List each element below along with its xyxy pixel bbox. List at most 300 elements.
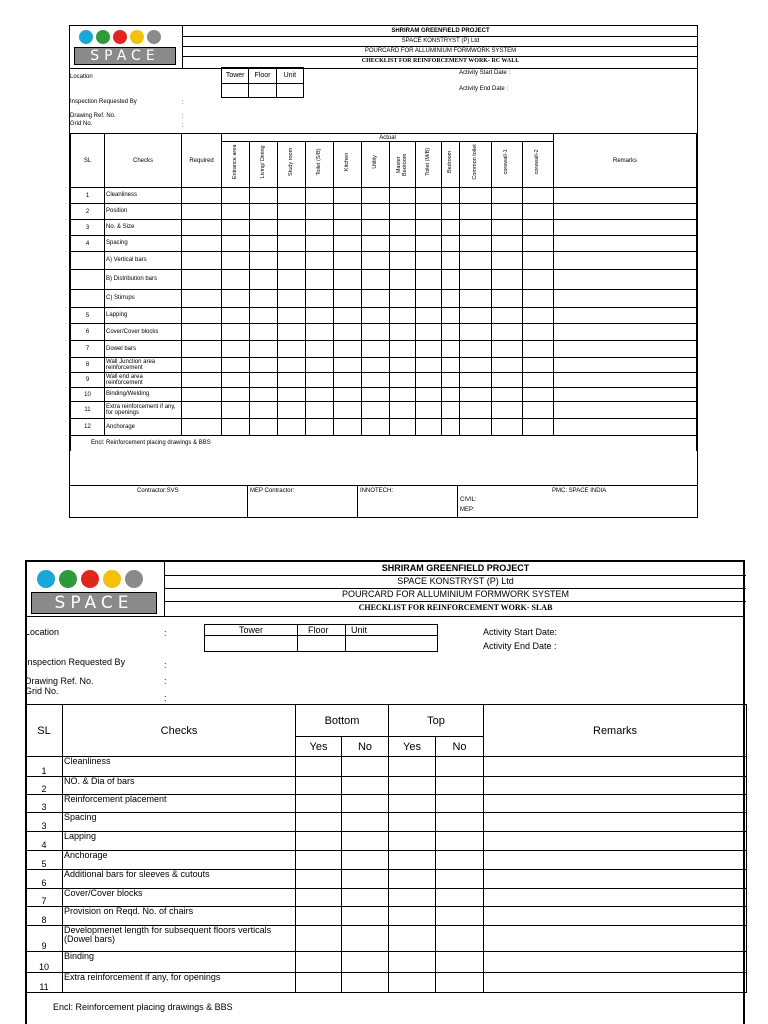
actual-cell[interactable] [390, 373, 416, 388]
actual-cell[interactable] [250, 419, 278, 436]
top-yes-cell[interactable] [389, 907, 436, 926]
actual-cell[interactable] [334, 308, 362, 324]
row-sl: 10 [71, 388, 105, 402]
floor-input[interactable] [298, 636, 346, 652]
actual-cell[interactable] [442, 204, 460, 220]
required-cell[interactable] [182, 341, 222, 358]
actual-cell[interactable] [442, 236, 460, 252]
actual-cell[interactable] [278, 358, 306, 373]
remarks-cell[interactable] [554, 419, 697, 436]
actual-cell[interactable] [416, 252, 442, 270]
actual-cell[interactable] [416, 402, 442, 419]
top-yes-cell[interactable] [389, 952, 436, 973]
remarks-cell[interactable] [554, 236, 697, 252]
top-yes-cell[interactable] [389, 870, 436, 889]
actual-cell[interactable] [460, 324, 492, 341]
required-cell[interactable] [182, 388, 222, 402]
actual-cell[interactable] [306, 252, 334, 270]
table-row [26, 832, 747, 851]
actual-cell[interactable] [362, 373, 390, 388]
actual-cell[interactable] [460, 402, 492, 419]
remarks-cell[interactable] [484, 889, 747, 907]
actual-cell[interactable] [390, 388, 416, 402]
actual-cell[interactable] [442, 270, 460, 290]
actual-cell[interactable] [250, 341, 278, 358]
remarks-cell[interactable] [484, 795, 747, 813]
required-cell[interactable] [182, 252, 222, 270]
actual-cell[interactable] [523, 220, 554, 236]
actual-cell[interactable] [222, 290, 250, 308]
actual-cell[interactable] [442, 252, 460, 270]
bottom-yes-cell[interactable] [296, 907, 342, 926]
actual-cell[interactable] [278, 236, 306, 252]
bottom-no-cell[interactable] [342, 889, 389, 907]
remarks-cell[interactable] [484, 907, 747, 926]
bottom-yes-cell[interactable] [296, 813, 342, 832]
tower-header: Tower [205, 625, 298, 636]
actual-cell[interactable] [306, 188, 334, 204]
actual-cell[interactable] [334, 236, 362, 252]
actual-cell[interactable] [306, 220, 334, 236]
remarks-cell[interactable] [554, 252, 697, 270]
actual-cell[interactable] [390, 341, 416, 358]
remarks-cell[interactable] [554, 308, 697, 324]
remarks-cell[interactable] [554, 341, 697, 358]
actual-cell[interactable] [523, 188, 554, 204]
actual-cell[interactable] [250, 252, 278, 270]
actual-cell[interactable] [334, 341, 362, 358]
top-no-cell[interactable] [436, 870, 484, 889]
table-row [71, 358, 697, 373]
actual-cell[interactable] [492, 308, 523, 324]
actual-cell[interactable] [334, 290, 362, 308]
floor-header: Floor [298, 625, 346, 636]
remarks-cell[interactable] [554, 373, 697, 388]
actual-cell[interactable] [278, 324, 306, 341]
top-yes-cell[interactable] [389, 889, 436, 907]
actual-cell[interactable] [362, 388, 390, 402]
bottom-no-cell[interactable] [342, 926, 389, 952]
bottom-yes-cell[interactable] [296, 973, 342, 993]
actual-cell[interactable] [442, 388, 460, 402]
table-row [71, 373, 697, 388]
actual-cell[interactable] [306, 341, 334, 358]
actual-cell[interactable] [278, 308, 306, 324]
remarks-cell[interactable] [554, 188, 697, 204]
bottom-no-cell[interactable] [342, 870, 389, 889]
bottom-yes-cell[interactable] [296, 926, 342, 952]
required-cell[interactable] [182, 402, 222, 419]
top-yes-cell[interactable] [389, 757, 436, 777]
actual-cell[interactable] [362, 204, 390, 220]
bottom-yes-cell[interactable] [296, 870, 342, 889]
actual-cell[interactable] [523, 204, 554, 220]
required-cell[interactable] [182, 220, 222, 236]
actual-cell[interactable] [362, 402, 390, 419]
actual-col-label: Entrance area [231, 144, 238, 179]
actual-cell[interactable] [523, 388, 554, 402]
actual-cell[interactable] [492, 220, 523, 236]
remarks-cell[interactable] [554, 220, 697, 236]
actual-cell[interactable] [334, 324, 362, 341]
actual-cell[interactable] [362, 252, 390, 270]
actual-cell[interactable] [390, 270, 416, 290]
actual-cell[interactable] [523, 373, 554, 388]
actual-cell[interactable] [362, 220, 390, 236]
actual-cell[interactable] [492, 270, 523, 290]
bottom-yes-cell[interactable] [296, 795, 342, 813]
actual-cell[interactable] [250, 188, 278, 204]
actual-cell[interactable] [362, 270, 390, 290]
actual-cell[interactable] [250, 204, 278, 220]
actual-cell[interactable] [523, 402, 554, 419]
table-row [71, 308, 697, 324]
actual-cell[interactable] [460, 220, 492, 236]
actual-cell[interactable] [416, 388, 442, 402]
actual-cell[interactable] [278, 252, 306, 270]
required-cell[interactable] [182, 419, 222, 436]
bottom-yes-cell[interactable] [296, 952, 342, 973]
actual-cell[interactable] [492, 236, 523, 252]
actual-cell[interactable] [362, 188, 390, 204]
checklist-title: CHECKLIST FOR REINFORCEMENT WORK- SLAB [358, 603, 553, 612]
required-cell[interactable] [182, 236, 222, 252]
required-cell[interactable] [182, 308, 222, 324]
top-yes-cell[interactable] [389, 795, 436, 813]
actual-cell[interactable] [222, 324, 250, 341]
top-no-cell[interactable] [436, 907, 484, 926]
actual-cell[interactable] [306, 402, 334, 419]
actual-cell[interactable] [492, 388, 523, 402]
floor-input[interactable] [249, 84, 276, 98]
actual-cell[interactable] [222, 358, 250, 373]
actual-cell[interactable] [362, 358, 390, 373]
actual-cell[interactable] [492, 324, 523, 341]
actual-cell[interactable] [334, 373, 362, 388]
inspection-colon: : [182, 100, 184, 106]
actual-cell[interactable] [460, 290, 492, 308]
row-check: Developmenet length for subsequent floors verticals (Dowel bars) [63, 926, 296, 952]
actual-cell[interactable] [334, 402, 362, 419]
tower-input[interactable] [205, 636, 298, 652]
top-yes-cell[interactable] [389, 777, 436, 795]
form-header [164, 562, 746, 616]
actual-cell[interactable] [390, 358, 416, 373]
actual-cell[interactable] [460, 388, 492, 402]
actual-cell[interactable] [278, 204, 306, 220]
actual-cell[interactable] [416, 324, 442, 341]
actual-cell[interactable] [278, 188, 306, 204]
row-sl: 4 [71, 236, 105, 252]
actual-cell[interactable] [460, 270, 492, 290]
actual-cell[interactable] [334, 270, 362, 290]
bottom-no-cell[interactable] [342, 832, 389, 851]
actual-cell[interactable] [390, 402, 416, 419]
bottom-no-cell[interactable] [342, 973, 389, 993]
top-no-cell[interactable] [436, 851, 484, 870]
actual-cell[interactable] [492, 252, 523, 270]
actual-cell[interactable] [390, 236, 416, 252]
table-row [71, 188, 697, 204]
bottom-no-cell[interactable] [342, 795, 389, 813]
actual-cell[interactable] [222, 419, 250, 436]
bottom-yes-cell[interactable] [296, 757, 342, 777]
remarks-cell[interactable] [484, 757, 747, 777]
remarks-cell[interactable] [554, 270, 697, 290]
actual-cell[interactable] [278, 290, 306, 308]
actual-cell[interactable] [390, 419, 416, 436]
actual-cell[interactable] [442, 402, 460, 419]
top-no-cell[interactable] [436, 777, 484, 795]
top-yes-cell[interactable] [389, 973, 436, 993]
actual-cell[interactable] [492, 341, 523, 358]
actual-cell[interactable] [250, 290, 278, 308]
actual-cell[interactable] [306, 290, 334, 308]
actual-cell[interactable] [278, 419, 306, 436]
actual-cell[interactable] [416, 358, 442, 373]
actual-cell[interactable] [442, 188, 460, 204]
actual-cell[interactable] [442, 358, 460, 373]
row-check: Lapping [63, 832, 296, 851]
actual-cell[interactable] [390, 308, 416, 324]
required-cell[interactable] [182, 358, 222, 373]
remarks-cell[interactable] [554, 388, 697, 402]
actual-cell[interactable] [416, 419, 442, 436]
actual-cell[interactable] [362, 324, 390, 341]
top-no-cell[interactable] [436, 926, 484, 952]
actual-cell[interactable] [492, 373, 523, 388]
actual-cell[interactable] [334, 252, 362, 270]
actual-cell[interactable] [334, 358, 362, 373]
actual-cell[interactable] [390, 290, 416, 308]
actual-cell[interactable] [442, 324, 460, 341]
actual-cell[interactable] [306, 308, 334, 324]
actual-cell[interactable] [460, 204, 492, 220]
required-cell[interactable] [182, 270, 222, 290]
actual-cell[interactable] [523, 358, 554, 373]
actual-cell[interactable] [416, 341, 442, 358]
bottom-yes-cell[interactable] [296, 889, 342, 907]
actual-cell[interactable] [442, 290, 460, 308]
top-yes-cell[interactable] [389, 926, 436, 952]
actual-cell[interactable] [278, 373, 306, 388]
actual-cell[interactable] [250, 388, 278, 402]
unit-input[interactable] [276, 84, 303, 98]
bottom-no-cell[interactable] [342, 851, 389, 870]
top-yes-cell[interactable] [389, 851, 436, 870]
grid-label: Grid No. [70, 121, 93, 127]
actual-cell[interactable] [442, 373, 460, 388]
actual-cell[interactable] [222, 402, 250, 419]
actual-cell[interactable] [306, 373, 334, 388]
actual-cell[interactable] [250, 373, 278, 388]
actual-cell[interactable] [523, 341, 554, 358]
actual-col-header [334, 142, 362, 188]
actual-cell[interactable] [523, 252, 554, 270]
actual-cell[interactable] [442, 220, 460, 236]
actual-cell[interactable] [334, 220, 362, 236]
remarks-cell[interactable] [554, 204, 697, 220]
actual-cell[interactable] [362, 236, 390, 252]
remarks-cell[interactable] [484, 851, 747, 870]
actual-cell[interactable] [416, 308, 442, 324]
actual-cell[interactable] [250, 402, 278, 419]
actual-cell[interactable] [390, 204, 416, 220]
remarks-cell[interactable] [484, 777, 747, 795]
required-cell[interactable] [182, 290, 222, 308]
actual-cell[interactable] [492, 290, 523, 308]
required-cell[interactable] [182, 373, 222, 388]
actual-cell[interactable] [306, 236, 334, 252]
actual-cell[interactable] [222, 373, 250, 388]
top-no-cell[interactable] [436, 889, 484, 907]
actual-cell[interactable] [460, 341, 492, 358]
actual-cell[interactable] [222, 308, 250, 324]
actual-cell[interactable] [250, 236, 278, 252]
bottom-no-cell[interactable] [342, 777, 389, 795]
actual-cell[interactable] [222, 270, 250, 290]
actual-cell[interactable] [334, 388, 362, 402]
top-no-cell[interactable] [436, 952, 484, 973]
actual-cell[interactable] [460, 236, 492, 252]
actual-cell[interactable] [460, 252, 492, 270]
bottom-yes-cell[interactable] [296, 777, 342, 795]
actual-cell[interactable] [460, 373, 492, 388]
actual-cell[interactable] [416, 373, 442, 388]
remarks-cell[interactable] [484, 952, 747, 973]
table-row [26, 870, 747, 889]
actual-cell[interactable] [460, 358, 492, 373]
actual-cell[interactable] [460, 188, 492, 204]
bottom-no-cell[interactable] [342, 813, 389, 832]
actual-cell[interactable] [334, 204, 362, 220]
required-cell[interactable] [182, 204, 222, 220]
actual-cell[interactable] [523, 270, 554, 290]
actual-cell[interactable] [492, 188, 523, 204]
top-no-cell[interactable] [436, 757, 484, 777]
actual-cell[interactable] [278, 220, 306, 236]
actual-cell[interactable] [523, 308, 554, 324]
bottom-yes-cell[interactable] [296, 851, 342, 870]
actual-cell[interactable] [278, 402, 306, 419]
actual-cell[interactable] [334, 188, 362, 204]
actual-cell[interactable] [492, 204, 523, 220]
remarks-cell[interactable] [484, 926, 747, 952]
actual-cell[interactable] [492, 402, 523, 419]
actual-cell[interactable] [250, 270, 278, 290]
logo-dot-yellow [130, 30, 144, 44]
unit-input[interactable] [346, 636, 438, 652]
actual-cell[interactable] [416, 270, 442, 290]
actual-cell[interactable] [362, 290, 390, 308]
actual-cell[interactable] [492, 358, 523, 373]
table-row [71, 388, 697, 402]
bottom-no-cell[interactable] [342, 952, 389, 973]
actual-cell[interactable] [362, 419, 390, 436]
actual-cell[interactable] [250, 308, 278, 324]
actual-cell[interactable] [523, 290, 554, 308]
bottom-yes-cell[interactable] [296, 832, 342, 851]
actual-cell[interactable] [390, 220, 416, 236]
remarks-cell[interactable] [484, 973, 747, 993]
remarks-cell[interactable] [554, 358, 697, 373]
logo-dot-grey [125, 570, 143, 588]
actual-cell[interactable] [222, 204, 250, 220]
top-no-cell[interactable] [436, 795, 484, 813]
remarks-cell[interactable] [554, 290, 697, 308]
tower-input[interactable] [222, 84, 249, 98]
actual-cell[interactable] [222, 252, 250, 270]
actual-cell[interactable] [306, 358, 334, 373]
top-no-cell[interactable] [436, 973, 484, 993]
actual-cell[interactable] [390, 188, 416, 204]
actual-cell[interactable] [222, 388, 250, 402]
actual-cell[interactable] [362, 341, 390, 358]
actual-cell[interactable] [278, 388, 306, 402]
required-cell[interactable] [182, 324, 222, 341]
top-yes-cell[interactable] [389, 813, 436, 832]
actual-cell[interactable] [306, 419, 334, 436]
top-yes-cell[interactable] [389, 832, 436, 851]
actual-cell[interactable] [250, 358, 278, 373]
bottom-no-cell[interactable] [342, 907, 389, 926]
actual-cell[interactable] [278, 270, 306, 290]
actual-cell[interactable] [250, 220, 278, 236]
actual-cell[interactable] [222, 188, 250, 204]
remarks-cell[interactable] [484, 813, 747, 832]
actual-cell[interactable] [523, 419, 554, 436]
actual-cell[interactable] [460, 308, 492, 324]
actual-cell[interactable] [416, 236, 442, 252]
remarks-cell[interactable] [554, 402, 697, 419]
top-no-cell[interactable] [436, 813, 484, 832]
actual-cell[interactable] [306, 204, 334, 220]
actual-cell[interactable] [416, 290, 442, 308]
actual-cell[interactable] [390, 252, 416, 270]
top-no-cell[interactable] [436, 832, 484, 851]
actual-cell[interactable] [442, 341, 460, 358]
inspection-colon: : [164, 660, 167, 670]
actual-cell[interactable] [278, 341, 306, 358]
actual-cell[interactable] [416, 188, 442, 204]
actual-cell[interactable] [334, 419, 362, 436]
actual-cell[interactable] [523, 324, 554, 341]
actual-cell[interactable] [523, 236, 554, 252]
actual-cell[interactable] [222, 341, 250, 358]
actual-cell[interactable] [460, 419, 492, 436]
actual-cell[interactable] [362, 308, 390, 324]
actual-cell[interactable] [416, 204, 442, 220]
actual-cell[interactable] [442, 308, 460, 324]
actual-cell[interactable] [442, 419, 460, 436]
remarks-cell[interactable] [484, 870, 747, 889]
required-cell[interactable] [182, 188, 222, 204]
actual-cell[interactable] [390, 324, 416, 341]
remarks-cell[interactable] [554, 324, 697, 341]
remarks-cell[interactable] [484, 832, 747, 851]
actual-cell[interactable] [306, 270, 334, 290]
actual-cell[interactable] [250, 324, 278, 341]
actual-cell[interactable] [492, 419, 523, 436]
actual-cell[interactable] [416, 220, 442, 236]
bottom-no-cell[interactable] [342, 757, 389, 777]
table-row [26, 973, 747, 993]
actual-cell[interactable] [306, 324, 334, 341]
actual-cell[interactable] [306, 388, 334, 402]
row-check: Cleanliness [63, 757, 296, 777]
actual-cell[interactable] [222, 220, 250, 236]
actual-cell[interactable] [222, 236, 250, 252]
